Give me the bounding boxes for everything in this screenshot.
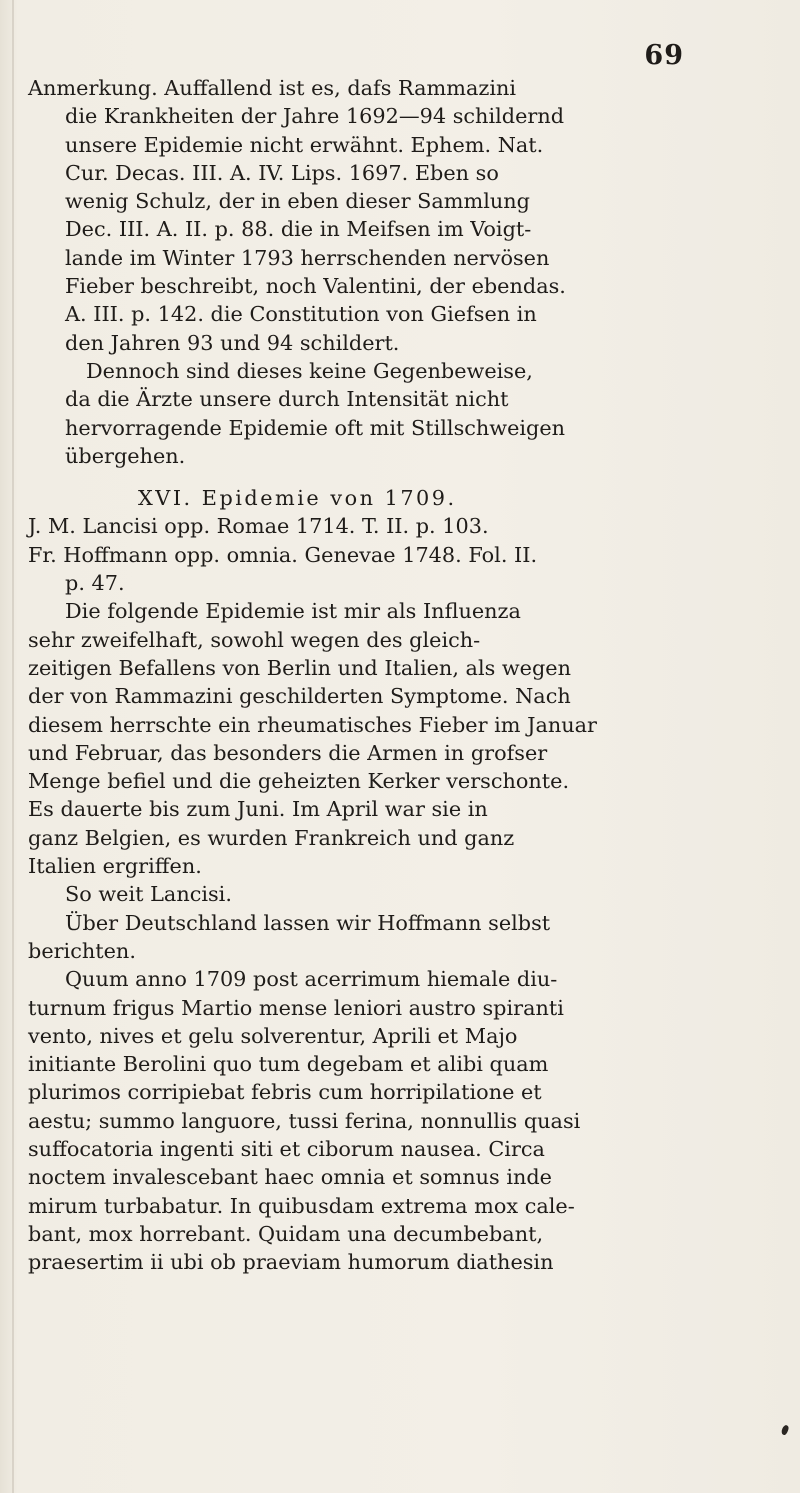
text-line: vento, nives et gelu solverentur, Aprili et Majo [28, 1023, 518, 1048]
page-number: 69 [644, 40, 684, 71]
text-line: ganz Belgien, es wurden Frankreich und ganz [28, 825, 515, 850]
reference-line: J. M. Lancisi opp. Romae 1714. T. II. p. 103. [28, 514, 489, 539]
text-line: Die folgende Epidemie ist mir als Influenza [65, 599, 521, 624]
text-line: plurimos corripiebat febris cum horripilatione et [28, 1080, 542, 1105]
reference-line: p. 47. [65, 571, 125, 596]
text-line: initiante Berolini quo tum degebam et alibi quam [28, 1052, 549, 1077]
text-line: da die Ärzte unsere durch Intensität nicht [65, 387, 509, 412]
text-line: Fieber beschreibt, noch Valentini, der ebendas. [65, 274, 566, 299]
text-line: die Krankheiten der Jahre 1692—94 schildernd [65, 104, 565, 129]
page-gutter [12, 0, 14, 1493]
text-line: Menge befiel und die geheizten Kerker verschonte. [28, 769, 570, 794]
text-line: unsere Epidemie nicht erwähnt. Ephem. Nat. [65, 132, 544, 157]
text-line: Über Deutschland lassen wir Hoffmann selbst [65, 910, 551, 935]
text-line: Quum anno 1709 post acerrimum hiemale diu- [65, 967, 558, 992]
ink-blot [780, 1424, 790, 1436]
body-text [28, 74, 708, 1276]
text-line: der von Rammazini geschilderten Symptome. Nach [28, 684, 571, 709]
text-line: Cur. Decas. III. A. IV. Lips. 1697. Eben so [65, 160, 499, 185]
text-line: A. III. p. 142. die Constitution von Giefsen in [65, 302, 537, 327]
text-line: noctem invalescebant haec omnia et somnus inde [28, 1165, 552, 1190]
text-line: praesertim ii ubi ob praeviam humorum diathesin [28, 1250, 554, 1275]
text-line: mirum turbabatur. In quibusdam extrema mox cale- [28, 1193, 575, 1218]
text-line: lande im Winter 1793 herrschenden nervösen [65, 245, 550, 270]
text-line: bant, mox horrebant. Quidam una decumbebant, [28, 1221, 544, 1246]
text-line: den Jahren 93 und 94 schildert. [65, 330, 400, 355]
text-line: übergehen. [65, 443, 186, 468]
text-line: zeitigen Befallens von Berlin und Italien, als wegen [28, 655, 572, 680]
text-line: Italien ergriffen. [28, 854, 202, 879]
text-line: suffocatoria ingenti siti et ciborum nausea. Circa [28, 1136, 545, 1161]
text-line: So weit Lancisi. [65, 882, 232, 907]
text-line: diesem herrschte ein rheumatisches Fieber im Januar [28, 712, 597, 737]
reference-line: Fr. Hoffmann opp. omnia. Genevae 1748. Fol. II. [28, 542, 538, 567]
text-line: und Februar, das besonders die Armen in grofser [28, 740, 548, 765]
text-line: aestu; summo languore, tussi ferina, nonnullis quasi [28, 1108, 581, 1133]
text-line: berichten. [28, 938, 136, 963]
text-line: Dennoch sind dieses keine Gegenbeweise, [86, 358, 533, 383]
text-line: Es dauerte bis zum Juni. Im April war sie in [28, 797, 488, 822]
text-line: sehr zweifelhaft, sowohl wegen des gleich- [28, 627, 481, 652]
text-line: turnum frigus Martio mense leniori austro spiranti [28, 995, 564, 1020]
text-line: Dec. III. A. II. p. 88. die in Meifsen im Voigt- [65, 217, 532, 242]
text-line: Anmerkung. Auffallend ist es, dafs Rammazini [28, 76, 517, 100]
text-line: hervorragende Epidemie oft mit Stillschweigen [65, 415, 566, 440]
section-heading: XVI. Epidemie von 1709. [138, 486, 457, 511]
text-line: wenig Schulz, der in eben dieser Sammlung [65, 189, 530, 214]
